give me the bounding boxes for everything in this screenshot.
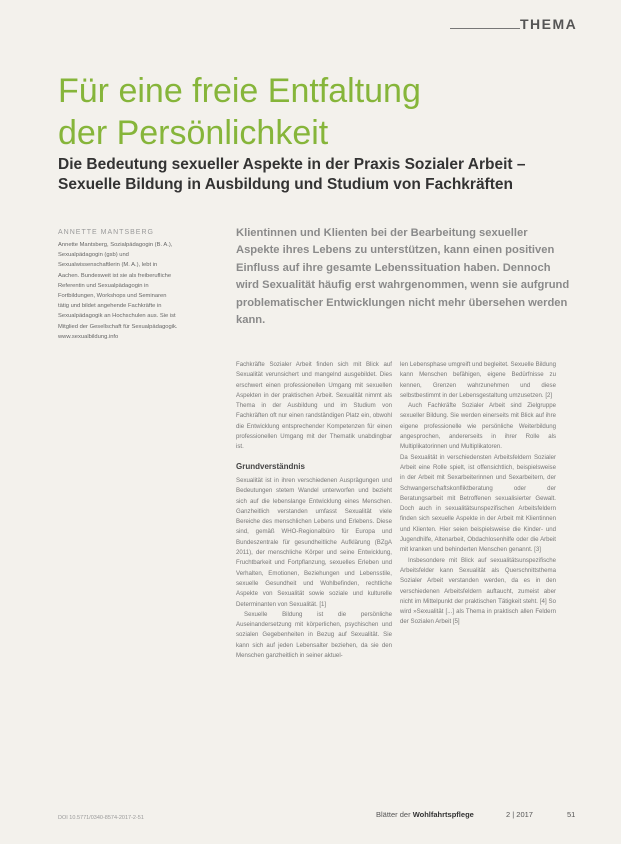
body-paragraph: Auch Fachkräfte Sozialer Arbeit sind Zielgruppe sexueller Bildung. Sie werden einerseits mit Blick auf ihre eigene professionelle wie persönliche Weiterbildung angesprochen, andererseits in ihrer Rolle als Multiplikatorinnen und Multiplikatoren. — [400, 402, 556, 451]
rubric-divider — [450, 28, 520, 29]
page-number: 51 — [567, 810, 576, 819]
journal-name — [376, 810, 474, 819]
journal-name-bold: Wohlfahrtspflege — [412, 810, 474, 819]
issue-number: 2 | 2017 — [506, 810, 533, 819]
body-paragraph: len Lebensphase umgreift und begleitet. Sexuelle Bildung kann Menschen befähigen, eigene Bedürfnisse zu kennen, Grenzen wahrzunehmen und diese selbstbestimmt in der Lebensgestaltung umzusetzen. [2] — [400, 361, 556, 399]
body-paragraph: Sexualität ist in ihren verschiedenen Ausprägungen und Bedeutungen stetem Wandel unterworfen und bezieht sich auf die lebenslange Entwicklung eines Menschen. Ganzheitlich verstanden umfasst Sexualität viele Bereiche des menschlichen Lebens und Erlebens. Diese sind, gemäß WHO-Regionalbüro für Europa und Bundeszentrale für gesundheitliche Aufklärung (BZgA 2011), der menschliche Körper und seine Entwicklung, Fruchtbarkeit und Fortpflanzung, sexuelles Erleben und Verhalten, Emotionen, Beziehungen und Lebensstile, sexuelle Gesundheit und Wohlbefinden, rechtliche Aspekte von Sexualität sowie soziale und kulturelle Determinanten von Sexualität. [1] — [236, 476, 392, 608]
article-title — [58, 70, 421, 154]
article-title-line-1: Für eine freie Entfaltung — [58, 72, 421, 110]
body-column-2 — [400, 360, 556, 628]
article-title-line-2: der Persönlichkeit — [58, 114, 329, 152]
article-subtitle-line-1: Die Bedeutung sexueller Aspekte in der Praxis Sozialer Arbeit – — [58, 156, 526, 173]
section-rubric: THEMA — [520, 16, 578, 32]
article-subtitle — [58, 155, 588, 195]
journal-name-prefix: Blätter der — [376, 810, 411, 819]
article-lead: Klientinnen und Klienten bei der Bearbeitung sexueller Aspekte ihres Lebens zu unterstützen, kann einen positiven Einfluss auf ihre gesamte Lebenssituation haben. Dennoch wird Sexualität häufig erst wahrgenommen, wenn sie aufgrund problematischer Entwicklungen nicht mehr übersehen werden kann. — [236, 227, 570, 327]
body-column-1 — [236, 360, 392, 661]
author-bio: Annette Mantsberg, Sozialpädagogin (B. A.), Sexualpädagogin (gsb) und Sexualwissenschaftlerin (M. A.), lebt in Aachen. Bundesweit ist sie als freiberufliche Referentin und Sexualpädagogin in Fortbildungen, Workshops und Seminaren tätig und bildet angehende Fachkräfte in Sexualpädagogik an Hochschulen aus. Sie ist Mitglied der Gesellschaft für Sexualpädagogik. www.sexualbildung.info — [58, 242, 178, 340]
article-subtitle-line-2: Sexuelle Bildung in Ausbildung und Studium von Fachkräften — [58, 176, 513, 193]
doi-line: DOI 10.5771/0340-8574-2017-2-51 — [58, 815, 144, 821]
author-name: ANNETTE MANTSBERG — [58, 229, 154, 236]
section-heading: Grundverständnis — [236, 461, 305, 471]
intro-paragraph: Fachkräfte Sozialer Arbeit finden sich mit Blick auf Sexualität verunsichert und mangelnd ausgebildet. Dies erschwert einen professionellen Umgang mit sexuellen Aspekten in der praktischen Arbeit. Sexualität nimmt als Thema in der Ausbildung und im Studium von Fachkräften oft nur einen randständigen Platz ein, obwohl die Entwicklung entsprechender Kompetenzen für einen professionellen Umgang mit der Thematik unabdingbar ist. — [236, 361, 392, 451]
author-box — [58, 229, 178, 342]
body-paragraph: Sexuelle Bildung ist die persönliche Auseinandersetzung mit körperlichen, psychischen und sozialen Gegebenheiten in Bezug auf Sexualität. Sie kann sich auf jeden Lebensalter beziehen, da sie den Menschen ganzheitlich in seiner aktuel- — [236, 610, 392, 660]
body-paragraph: Da Sexualität in verschiedensten Arbeitsfeldern Sozialer Arbeit eine Rolle spielt, ist offensichtlich, beispielsweise in der Arbeit mit Sexarbeiterinnen und Sexarbeitern, der Schwangerschaftskonfliktberatung oder der Beratungsarbeit mit Betroffenen sexualisierter Gewalt. Doch auch in sexualitätsunspezifischen Arbeitsfeldern finden sich sexuelle Aspekte in der Arbeit mit Klientinnen und Klienten. Hier seien beispielsweise die Kinder- und Jugendhilfe, Altenarbeit, Obdachlosenhilfe oder die Arbeit mit kranken und behinderten Menschen genannt. [3] — [400, 453, 556, 554]
body-paragraph: Insbesondere mit Blick auf sexualitätsunspezifische Arbeitsfelder kann Sexualität als Querschnittsthema Sozialer Arbeit verstanden werden, da es in den verschiedenen Arbeitsfeldern auftaucht, zumeist aber nicht im Mittelpunkt der praktischen Tätigkeit steht. [4] So wird »Sexualität [...] als Thema in praktisch allen Feldern der Sozialen Arbeit [5] — [400, 556, 556, 626]
